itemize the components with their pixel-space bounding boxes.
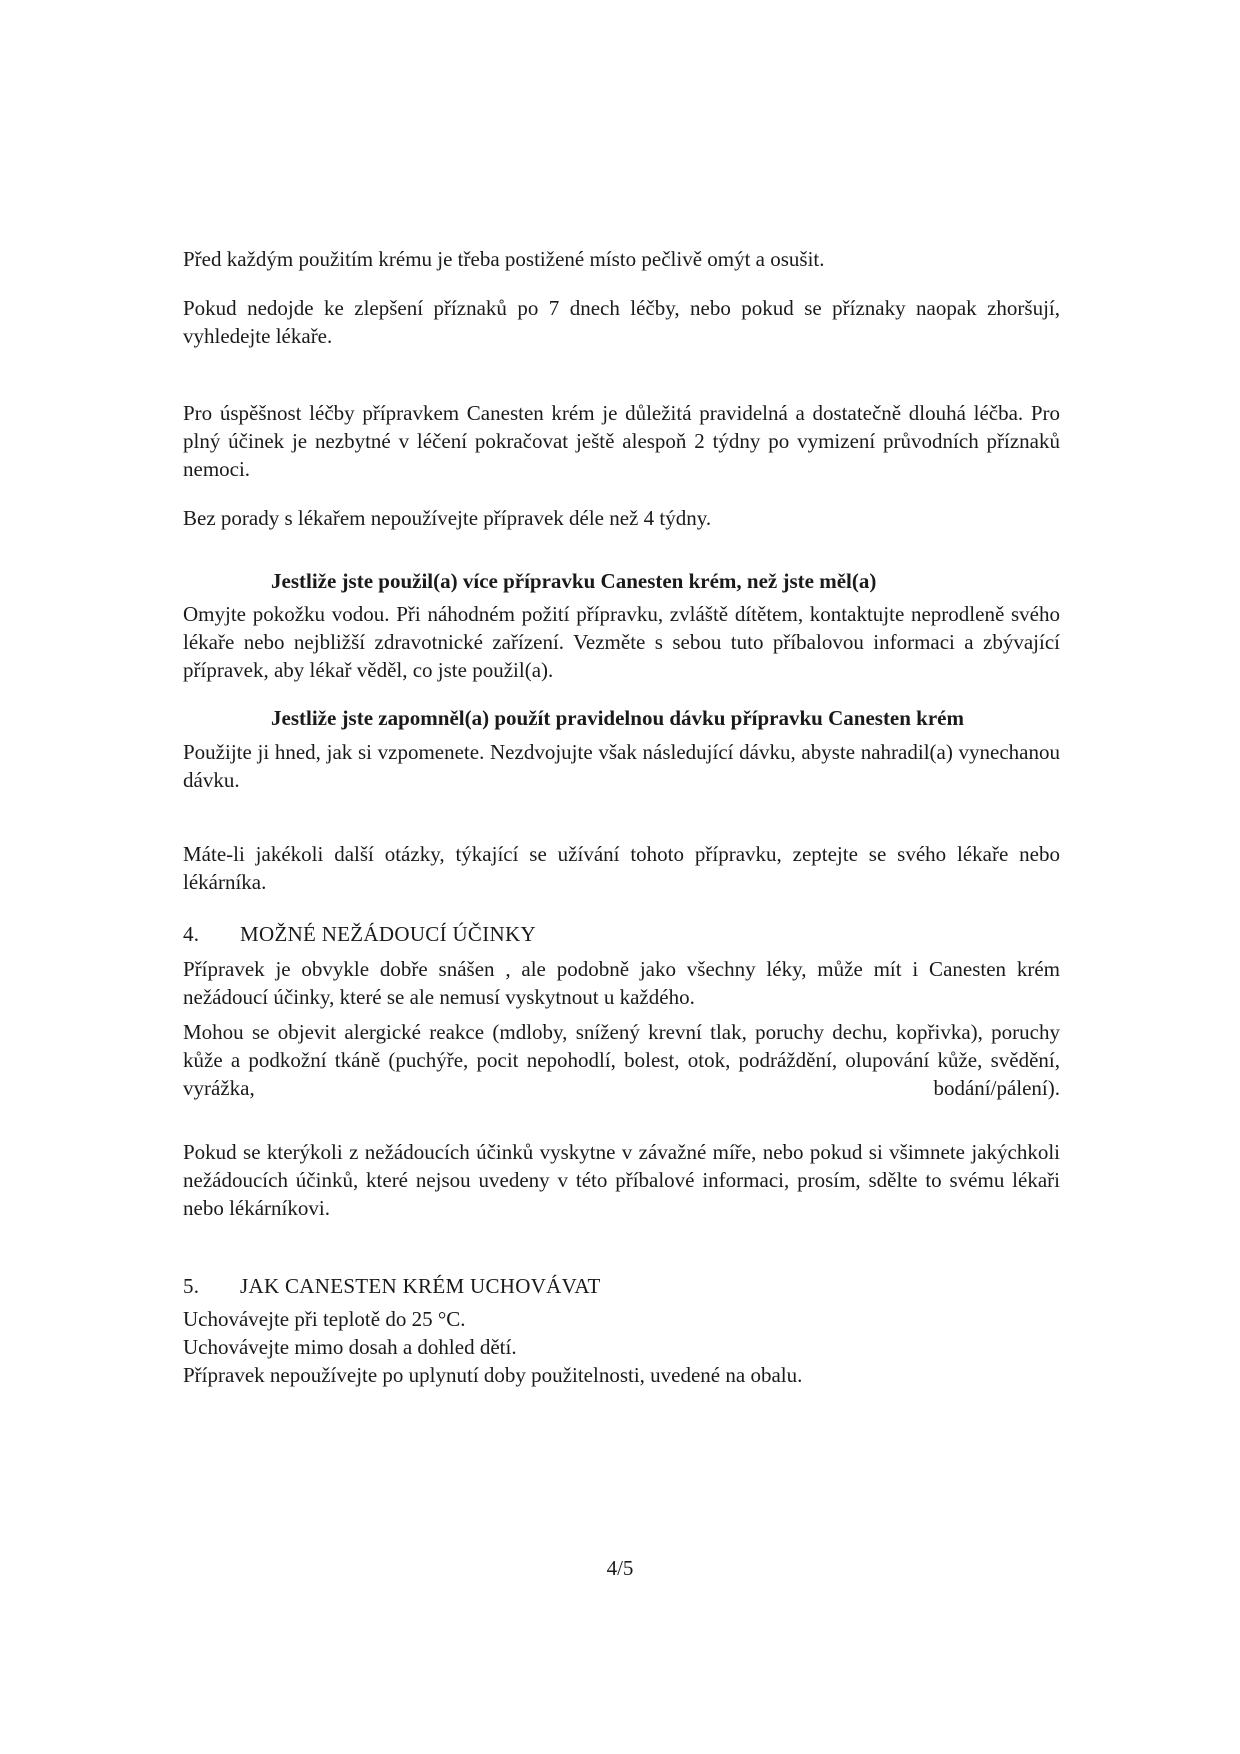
storage-line: Přípravek nepoužívejte po uplynutí doby použitelnosti, uvedené na obalu. [183,1363,803,1387]
storage-line: Uchovávejte mimo dosah a dohled dětí. [183,1335,517,1359]
section-heading-storage [183,1272,1060,1300]
paragraph-treatment-duration: Pro úspěšnost léčby přípravkem Canesten krém je důležitá pravidelná a dostatečně dlouhá léčba. Pro plný účinek je nezbytné v léčení pokračovat ještě alespoň 2 týdny po vymizení průvodních příznaků nemoci. [183,401,1060,481]
section-heading-side-effects [183,920,1060,948]
storage-list [183,1305,1060,1389]
paragraph-side-effects-intro: Přípravek je obvykle dobře snášen , ale podobně jako všechny léky, může mít i Canesten krém nežádoucí účinky, které se ale nemusí vyskytnout u každého. [183,957,1060,1009]
paragraph-report-side-effects: Pokud se kterýkoli z nežádoucích účinků vyskytne v závažné míře, nebo pokud si všimnete jakýchkoli nežádoucích účinků, které nejsou uvedeny v této příbalové informaci, prosím, sdělte to svému lékaři nebo lékárníkovi. [183,1140,1060,1220]
section-title: MOŽNÉ NEŽÁDOUCÍ ÚČINKY [240,922,536,946]
page-number: 4/5 [606,1556,634,1580]
storage-line: Uchovávejte při teplotě do 25 °C. [183,1307,466,1331]
section-title: JAK CANESTEN KRÉM UCHOVÁVAT [240,1274,601,1298]
paragraph-side-effects-list: Mohou se objevit alergické reakce (mdloby, snížený krevní tlak, poruchy dechu, kopřivka), poruchy kůže a podkožní tkáně (puchýře, pocit nepohodlí, bolest, otok, podráždění, olupování kůže, svědění, vyrážka, bodání/pálení). [183,1020,1060,1100]
subheading-overdose: Jestliže jste použil(a) více přípravku Canesten krém, než jste měl(a) [271,569,877,593]
paragraph-max-duration: Bez porady s lékařem nepoužívejte přípravek déle než 4 týdny. [183,506,712,530]
paragraph-wash-before-use: Před každým použitím krému je třeba postižené místo pečlivě omýt a osušit. [183,247,825,271]
paragraph-overdose-instructions: Omyjte pokožku vodou. Při náhodném požití přípravku, zvláště dítětem, kontaktujte neprodleně svého lékaře nebo nejbližší zdravotnické zařízení. Vezměte s sebou tuto příbalovou informaci a zbývající přípravek, aby lékař věděl, co jste použil(a). [183,602,1060,682]
paragraph-missed-dose-instructions: Použijte ji hned, jak si vzpomenete. Nezdvojujte však následující dávku, abyste nahradil(a) vynechanou dávku. [183,740,1060,792]
subheading-missed-dose: Jestliže jste zapomněl(a) použít pravidelnou dávku přípravku Canesten krém [271,706,964,730]
paragraph-further-questions: Máte-li jakékoli další otázky, týkající se užívání tohoto přípravku, zeptejte se svého lékaře nebo lékárníka. [183,842,1060,894]
section-number: 5. [183,1274,200,1298]
paragraph-see-doctor: Pokud nedojde ke zlepšení příznaků po 7 dnech léčby, nebo pokud se příznaky naopak zhoršují, vyhledejte lékaře. [183,296,1060,348]
document-body [183,245,1060,1389]
section-number: 4. [183,922,200,946]
